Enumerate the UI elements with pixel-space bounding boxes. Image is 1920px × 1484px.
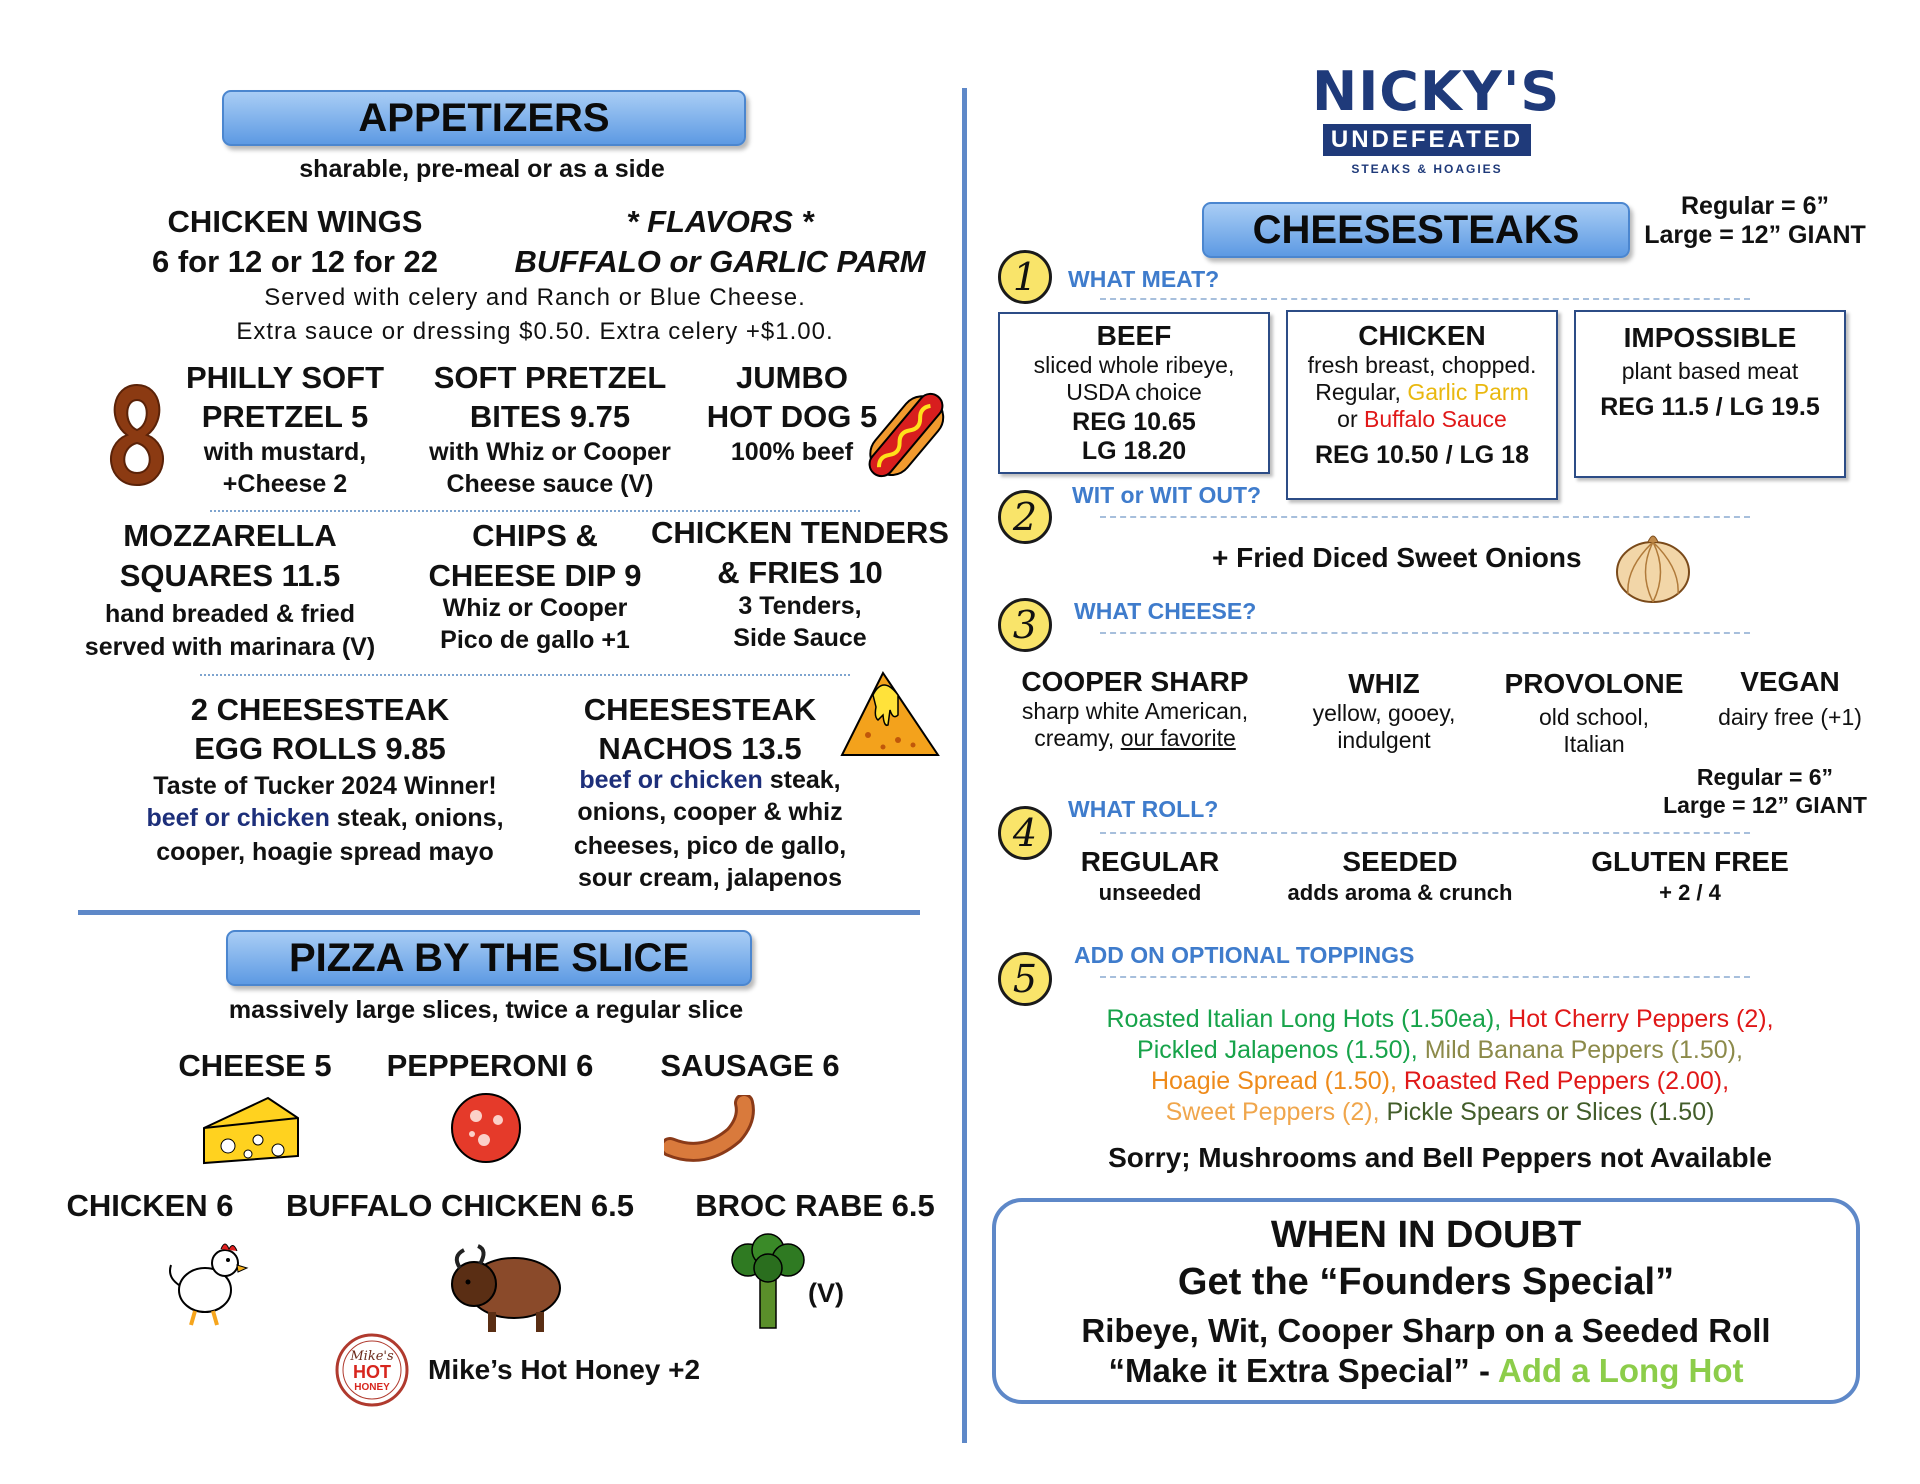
nachos-line1: CHEESESTEAK [583, 692, 817, 727]
philly-pretzel-desc1: with mustard, [203, 438, 367, 466]
chicken-price: REG 10.50 / LG 18 [1315, 441, 1529, 469]
topping-banana-peppers: Mild Banana Peppers (1.50), [1424, 1036, 1743, 1064]
pretzel-bites-desc1: with Whiz or Cooper [429, 438, 671, 466]
step-4-line [1100, 832, 1750, 834]
pretzel-bites-line2: BITES 9.75 [469, 399, 631, 434]
chicken-buffalo-sauce: Buffalo Sauce [1364, 406, 1507, 432]
chicken-or: or [1337, 406, 1365, 432]
step-5-badge: 5 [998, 952, 1052, 1006]
vegan-name: VEGAN [1740, 666, 1840, 697]
beef-desc2: USDA choice [1066, 379, 1202, 405]
impossible-price: REG 11.5 / LG 19.5 [1600, 393, 1820, 421]
tenders-desc2: Side Sauce [733, 624, 867, 652]
egg-rolls-desc2-rest: steak, onions, [329, 804, 504, 832]
meat-chicken-box [1286, 310, 1558, 500]
vegan-desc1: dairy free (+1) [1718, 704, 1862, 730]
step-5-question: ADD ON OPTIONAL TOPPINGS [1074, 942, 1415, 968]
honey-logo-hot: HOT [353, 1362, 391, 1382]
cheese-icon [198, 1088, 302, 1168]
chips-desc1: Whiz or Cooper [442, 594, 628, 622]
broccoli-icon [728, 1232, 808, 1332]
chips-line2: CHEESE DIP 9 [428, 558, 642, 593]
chicken-icon [165, 1235, 250, 1330]
egg-rolls-desc2 [100, 804, 550, 833]
logo-tag: STEAKS & HOAGIES [1351, 162, 1503, 176]
topping-cherry-peppers: Hot Cherry Peppers (2), [1508, 1005, 1774, 1033]
pretzel-bites-line1: SOFT PRETZEL [433, 360, 667, 395]
step-4-question: WHAT ROLL? [1068, 796, 1219, 822]
founders-line-1: WHEN IN DOUBT [1270, 1214, 1582, 1256]
hot-dog-line1: JUMBO [736, 360, 848, 395]
mozz-line1: MOZZARELLA [123, 518, 337, 553]
onion-icon [1608, 528, 1698, 608]
nachos-line2: NACHOS 13.5 [598, 731, 802, 766]
cheese-cooper [990, 666, 1280, 752]
step-1-question: WHAT MEAT? [1068, 266, 1220, 292]
cheese-provolone [1484, 668, 1704, 758]
mikes-hot-honey-logo [334, 1332, 410, 1408]
pizza-chicken: CHICKEN 6 [66, 1188, 234, 1223]
provolone-desc2: Italian [1563, 731, 1625, 757]
pepperoni-icon [448, 1090, 524, 1166]
chicken-desc2 [1288, 379, 1556, 406]
egg-rolls-protein: beef or chicken [146, 804, 330, 832]
chips-desc2: Pico de gallo +1 [440, 626, 630, 654]
roll-gluten-free [1560, 846, 1820, 906]
topping-jalapenos: Pickled Jalapenos (1.50), [1137, 1036, 1418, 1064]
appetizers-subtitle: sharable, pre-meal or as a side [299, 155, 665, 183]
wings-desc-2: Extra sauce or dressing $0.50. Extra celery +$1.00. [236, 318, 834, 345]
tenders-line1: CHICKEN TENDERS [651, 515, 949, 550]
pretzel-bites-desc2: Cheese sauce (V) [446, 470, 654, 498]
beef-price-lg: LG 18.20 [1081, 437, 1187, 465]
step-3-badge: 3 [998, 598, 1052, 652]
hot-dog-icon [856, 375, 956, 495]
meat-impossible-box [1574, 310, 1846, 478]
toppings-line-1 [1000, 1004, 1880, 1035]
nacho-chip-icon [838, 665, 942, 765]
topping-hoagie-spread: Hoagie Spread (1.50), [1150, 1067, 1397, 1095]
founders-line-4 [996, 1352, 1856, 1390]
cheesesteaks-banner: CHEESESTEAKS [1202, 202, 1630, 258]
whiz-desc2: indulgent [1337, 727, 1431, 753]
philly-pretzel-line1: PHILLY SOFT [185, 360, 385, 395]
wings-desc-1: Served with celery and Ranch or Blue Cheese. [264, 284, 806, 311]
honey-logo-script: Mike's [350, 1349, 394, 1364]
founders-line-3: Ribeye, Wit, Cooper Sharp on a Seeded Roll [1081, 1312, 1771, 1349]
pizza-subtitle: massively large slices, twice a regular slice [228, 996, 744, 1024]
logo-name: NICKY'S [1312, 60, 1561, 123]
pizza-broc-rabe: BROC RABE 6.5 [695, 1188, 935, 1223]
roll-gluten-free-desc: + 2 / 4 [1659, 880, 1721, 905]
cooper-desc1: sharp white American, [1021, 698, 1249, 724]
mozz-desc2: served with marinara (V) [84, 633, 376, 661]
buffalo-icon [446, 1238, 566, 1338]
chicken-garlic-parm: Garlic Parm [1407, 379, 1529, 405]
roll-seeded-name: SEEDED [1342, 846, 1458, 877]
step-2-line [1100, 516, 1750, 518]
topping-pickles: Pickle Spears or Slices (1.50) [1386, 1098, 1715, 1126]
chips-line1: CHIPS & [472, 518, 598, 553]
roll-seeded [1260, 846, 1540, 906]
roll-seeded-desc: adds aroma & crunch [1287, 880, 1513, 905]
philly-pretzel-desc2: +Cheese 2 [222, 470, 348, 498]
toppings-list [1000, 1004, 1880, 1128]
nachos-desc1 [540, 766, 880, 795]
nachos-desc1-rest: steak, [762, 766, 841, 794]
provolone-desc1: old school, [1539, 704, 1649, 730]
toppings-line-2 [1000, 1035, 1880, 1066]
step-3-question: WHAT CHEESE? [1074, 598, 1257, 624]
roll-regular-desc: unseeded [1098, 880, 1202, 905]
flavors-title: * FLAVORS * [626, 204, 814, 239]
nickys-logo [1312, 60, 1561, 190]
chicken-name: CHICKEN [1358, 320, 1486, 351]
topping-red-peppers: Roasted Red Peppers (2.00), [1403, 1067, 1730, 1095]
beef-price-reg: REG 10.65 [1072, 408, 1196, 436]
appetizer-pizza-divider [78, 910, 920, 915]
chicken-regular: Regular, [1315, 379, 1408, 405]
founders-long-hot: Add a Long Hot [1497, 1352, 1744, 1389]
whiz-desc1: yellow, gooey, [1312, 700, 1456, 726]
cooper-desc2 [990, 725, 1280, 752]
size-large-2: Large = 12” GIANT [1663, 792, 1867, 818]
impossible-name: IMPOSSIBLE [1623, 322, 1797, 353]
founders-special-box [992, 1198, 1860, 1404]
mozz-line2: SQUARES 11.5 [119, 558, 341, 593]
hot-dog-line2: HOT DOG 5 [706, 399, 878, 434]
whiz-name: WHIZ [1348, 668, 1420, 699]
pretzel-icon [92, 375, 182, 495]
appetizer-separator-2 [200, 674, 850, 676]
egg-rolls-line2: EGG ROLLS 9.85 [194, 731, 446, 766]
founders-line-2: Get the “Founders Special” [1177, 1261, 1675, 1303]
step-5-line [1100, 976, 1750, 978]
onions-text: + Fried Diced Sweet Onions [1212, 542, 1582, 573]
founders-extra-special: “Make it Extra Special” - [1108, 1352, 1498, 1389]
cooper-creamy: creamy, [1034, 725, 1121, 751]
mikes-hot-honey-text: Mike’s Hot Honey +2 [428, 1354, 701, 1385]
size-regular-2: Regular = 6” [1696, 764, 1834, 790]
tenders-line2: & FRIES 10 [717, 555, 883, 590]
pizza-sausage: SAUSAGE 6 [660, 1048, 840, 1083]
wings-name: CHICKEN WINGS [167, 204, 423, 239]
pizza-buffalo-chicken: BUFFALO CHICKEN 6.5 [286, 1188, 634, 1223]
size-large: Large = 12” GIANT [1644, 221, 1866, 249]
step-3-line [1100, 632, 1750, 634]
step-4-badge: 4 [998, 806, 1052, 860]
roll-regular [1040, 846, 1260, 906]
provolone-name: PROVOLONE [1504, 668, 1684, 699]
beef-desc1: sliced whole ribeye, [1033, 352, 1235, 378]
cheese-vegan [1680, 666, 1900, 731]
toppings-line-3 [1000, 1066, 1880, 1097]
step-1-line [1100, 298, 1750, 300]
sausage-icon [664, 1095, 758, 1165]
topping-long-hots: Roasted Italian Long Hots (1.50ea), [1106, 1005, 1502, 1033]
egg-rolls-desc3: cooper, hoagie spread mayo [156, 838, 494, 866]
egg-rolls-line1: 2 CHEESESTEAK [190, 692, 450, 727]
honey-logo-honey: HONEY [354, 1382, 390, 1393]
toppings-line-4 [1000, 1097, 1880, 1128]
pizza-cheese: CHEESE 5 [178, 1048, 332, 1083]
chicken-desc3 [1288, 406, 1556, 433]
tenders-desc1: 3 Tenders, [738, 592, 862, 620]
roll-regular-name: REGULAR [1080, 846, 1220, 877]
pizza-pepperoni: PEPPERONI 6 [386, 1048, 594, 1083]
step-1-badge: 1 [998, 250, 1052, 304]
nachos-desc4: sour cream, jalapenos [577, 864, 842, 892]
wings-price: 6 for 12 or 12 for 22 [151, 244, 438, 279]
broc-rabe-veg-mark: (V) [808, 1278, 844, 1308]
pizza-banner: PIZZA BY THE SLICE [226, 930, 752, 986]
roll-gluten-free-name: GLUTEN FREE [1591, 846, 1789, 877]
appetizer-separator-1 [210, 510, 860, 512]
step-2-badge: 2 [998, 490, 1052, 544]
size-regular: Regular = 6” [1681, 192, 1829, 220]
cooper-favorite: our favorite [1120, 725, 1236, 751]
logo-sub: UNDEFEATED [1323, 124, 1531, 156]
flavors-list: BUFFALO or GARLIC PARM [514, 244, 926, 279]
hot-dog-desc1: 100% beef [730, 438, 854, 466]
nachos-desc2: onions, cooper & whiz [577, 798, 843, 826]
impossible-desc1: plant based meat [1621, 358, 1799, 384]
cheese-whiz [1284, 668, 1484, 754]
beef-name: BEEF [1096, 320, 1172, 351]
meat-beef-box [998, 312, 1270, 474]
topping-sweet-peppers: Sweet Peppers (2), [1165, 1098, 1380, 1126]
center-divider [962, 88, 967, 1443]
nachos-desc3: cheeses, pico de gallo, [573, 832, 847, 860]
egg-rolls-desc1: Taste of Tucker 2024 Winner! [153, 772, 497, 800]
chicken-desc1: fresh breast, chopped. [1307, 352, 1537, 378]
appetizers-banner: APPETIZERS [222, 90, 746, 146]
step-2-question: WIT or WIT OUT? [1072, 482, 1262, 508]
unavailable-notice: Sorry; Mushrooms and Bell Peppers not Available [1108, 1142, 1772, 1173]
philly-pretzel-line2: PRETZEL 5 [201, 399, 369, 434]
cooper-name: COOPER SHARP [1021, 666, 1249, 697]
nachos-protein: beef or chicken [579, 766, 763, 794]
mozz-desc1: hand breaded & fried [104, 600, 356, 628]
